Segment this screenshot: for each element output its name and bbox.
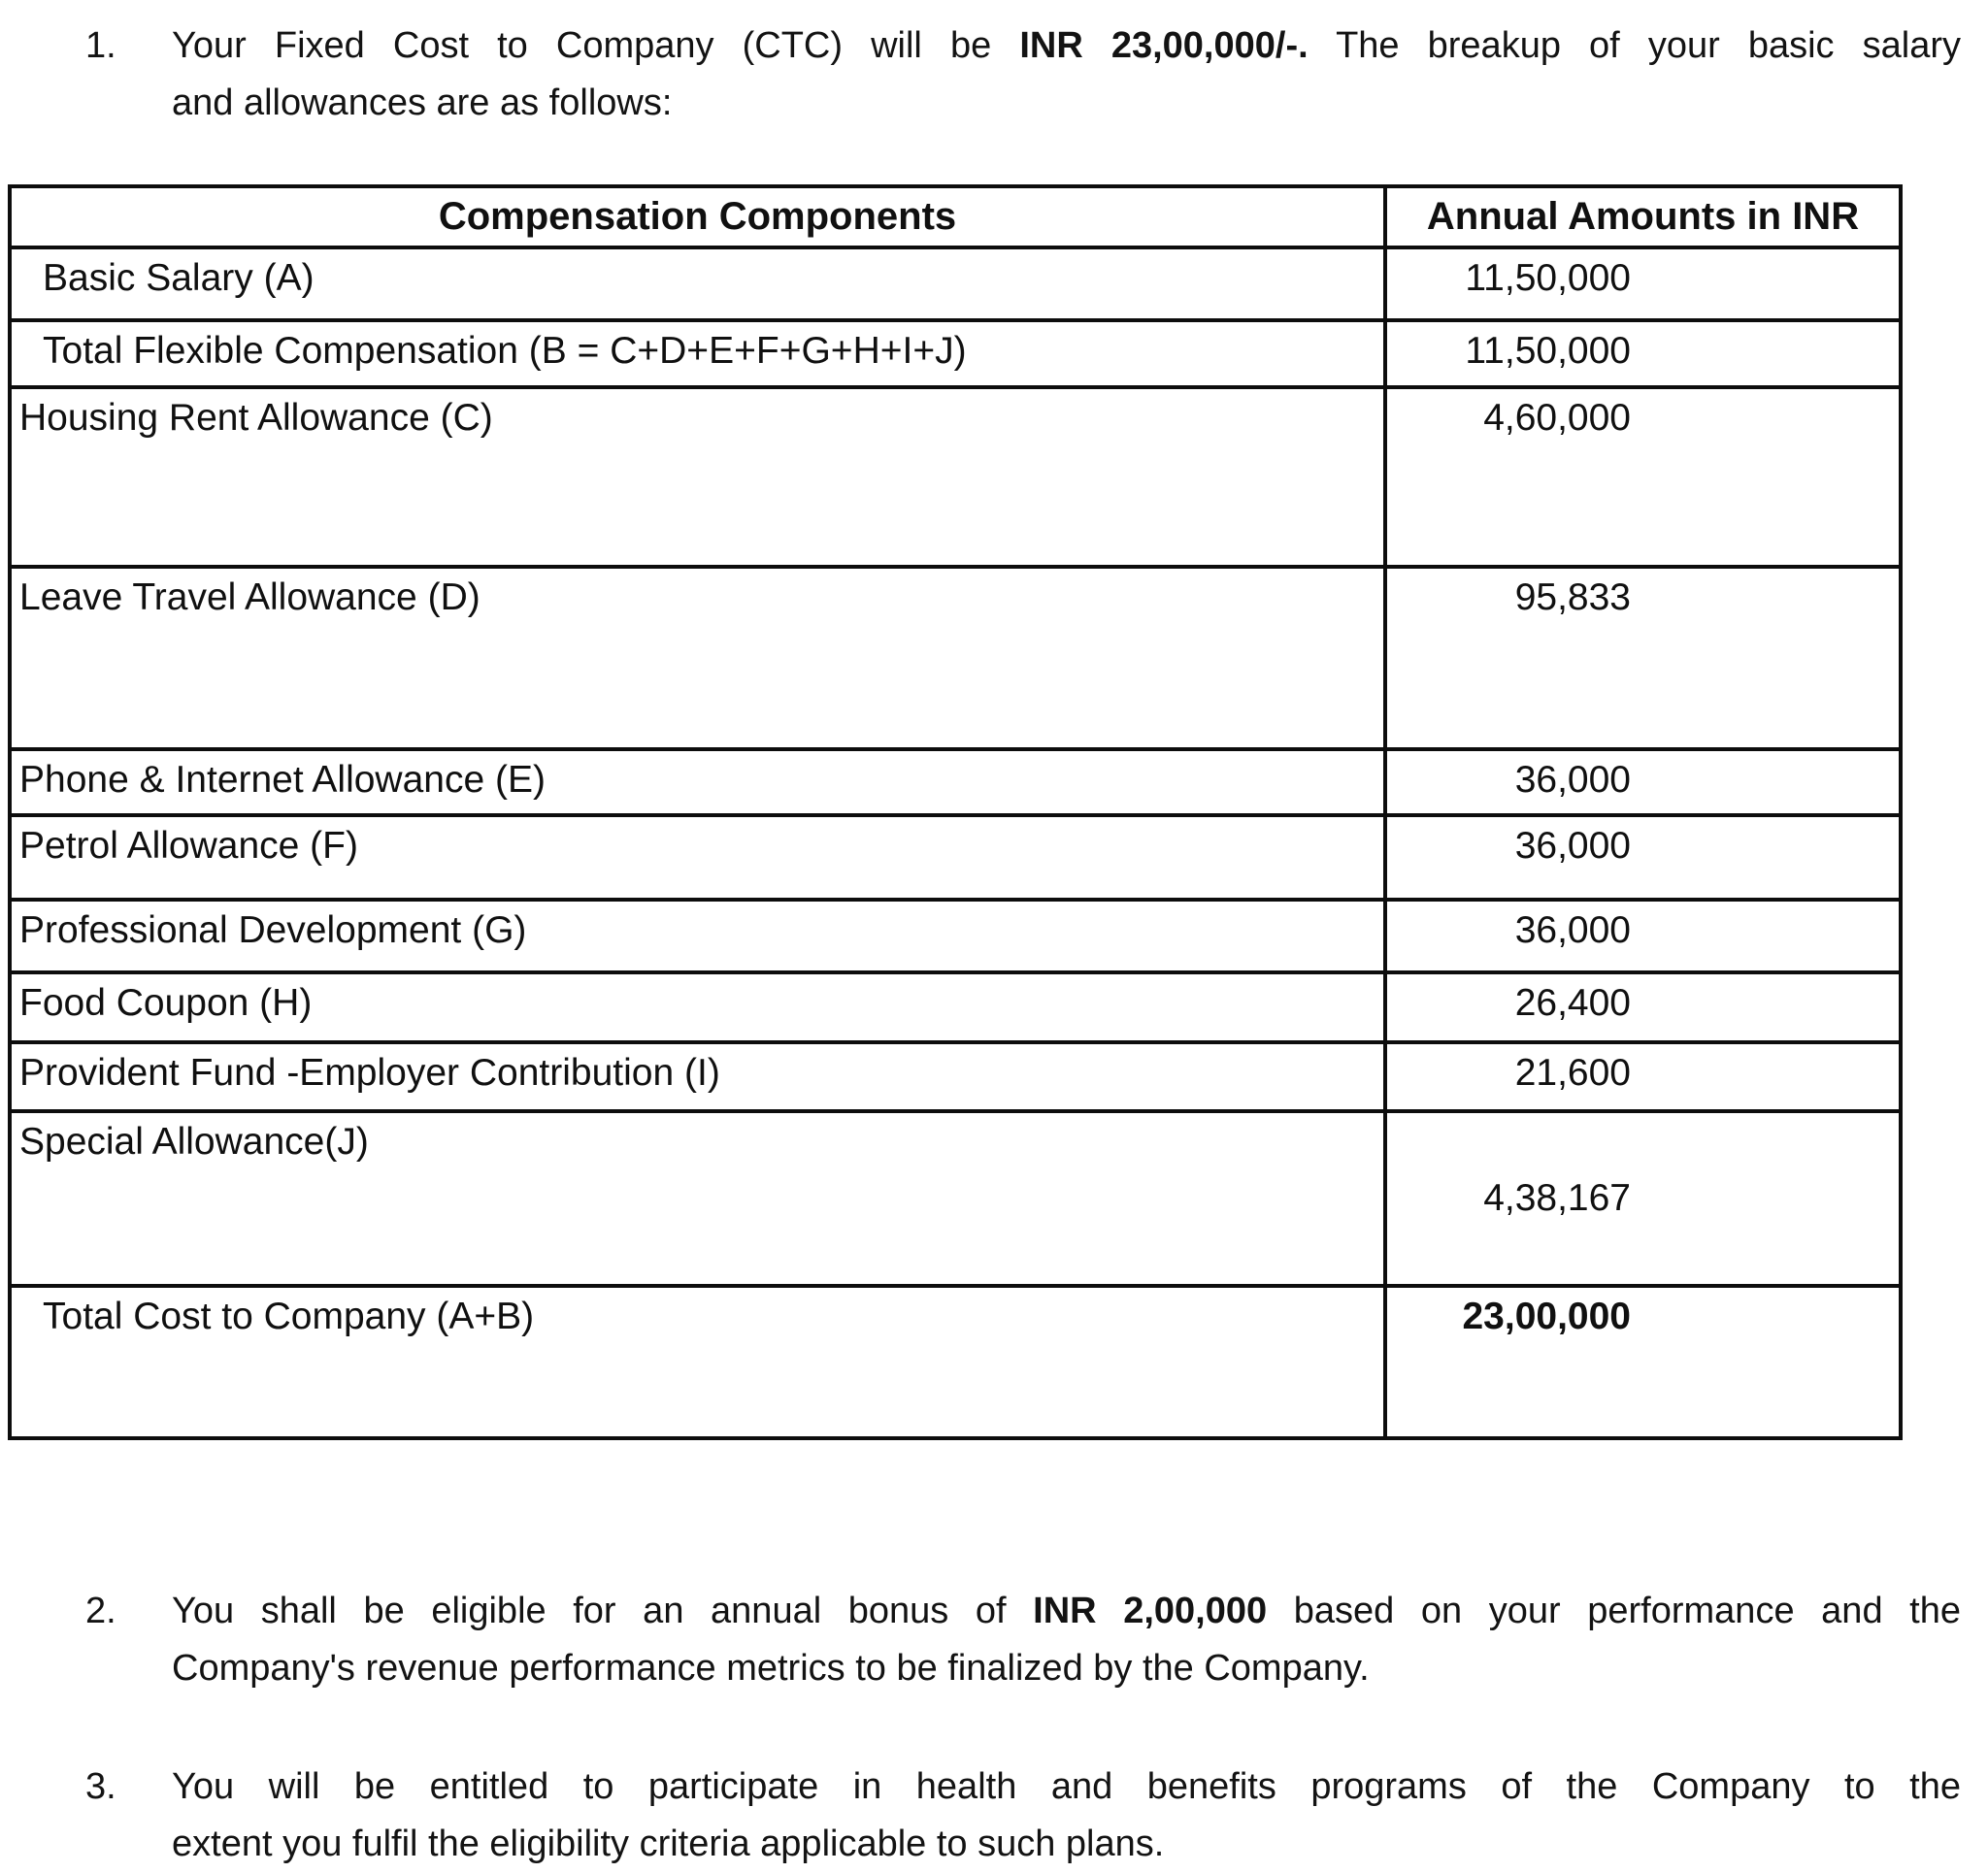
- table-row: [10, 1286, 1901, 1438]
- item-text-segment: Company's revenue performance metrics to be finalized by the Company.: [172, 1648, 1370, 1689]
- item-text-line: [172, 1640, 1961, 1697]
- list-item-ctc-breakup: [85, 17, 1988, 132]
- component-label-cell: Phone & Internet Allowance (E): [10, 749, 1385, 815]
- table-row: [10, 320, 1901, 387]
- table-row: [10, 815, 1901, 900]
- component-label-cell: Special Allowance(J): [10, 1111, 1385, 1286]
- item-text: [172, 1758, 1961, 1873]
- table-row: [10, 900, 1901, 972]
- component-label-cell: Housing Rent Allowance (C): [10, 387, 1385, 567]
- component-amount-cell: 4,38,167: [1385, 1111, 1901, 1286]
- component-amount-cell: 36,000: [1385, 749, 1901, 815]
- item-text-line: [172, 1583, 1961, 1640]
- item-text-line: [172, 1816, 1961, 1873]
- bold-amount-text: INR 2,00,000: [1033, 1591, 1268, 1631]
- item-text-line: [172, 17, 1961, 75]
- component-amount-cell: 26,400: [1385, 972, 1901, 1042]
- bold-amount-text: INR 23,00,000/-.: [1019, 25, 1309, 66]
- table-row: [10, 1042, 1901, 1111]
- compensation-table: [8, 184, 1903, 1440]
- component-amount-cell: 21,600: [1385, 1042, 1901, 1111]
- item-number: 2.: [85, 1591, 116, 1631]
- table-row: [10, 749, 1901, 815]
- item-number: 1.: [85, 25, 116, 66]
- item-text-segment: You shall be eligible for an annual bonus of: [172, 1591, 1034, 1631]
- item-text-segment: You will be entitled to participate in health and benefits programs of the Company to the: [172, 1766, 1961, 1807]
- component-label-cell: Petrol Allowance (F): [10, 815, 1385, 900]
- component-amount-cell: 11,50,000: [1385, 247, 1901, 320]
- list-item-annual-bonus: [85, 1583, 1988, 1697]
- table-row: [10, 247, 1901, 320]
- item-text-segment: extent you fulfil the eligibility criteria applicable to such plans.: [172, 1824, 1165, 1864]
- item-text-segment: based on your performance and the: [1267, 1591, 1961, 1631]
- component-label-cell: Total Flexible Compensation (B = C+D+E+F+G+H+I+J): [10, 320, 1385, 387]
- table-row: [10, 387, 1901, 567]
- item-text-line: [172, 75, 1961, 132]
- table-header-amounts: Annual Amounts in INR: [1385, 186, 1901, 247]
- item-text-segment: Your Fixed Cost to Company (CTC) will be: [172, 25, 1020, 66]
- list-item-health-benefits: [85, 1758, 1988, 1873]
- table-row: [10, 567, 1901, 749]
- table-row: [10, 972, 1901, 1042]
- component-amount-cell: 36,000: [1385, 900, 1901, 972]
- component-label-cell: Provident Fund -Employer Contribution (I): [10, 1042, 1385, 1111]
- component-amount-cell: 95,833: [1385, 567, 1901, 749]
- component-label-cell: Food Coupon (H): [10, 972, 1385, 1042]
- item-text: [172, 1583, 1961, 1697]
- item-text-line: [172, 1758, 1961, 1816]
- component-amount-cell: 11,50,000: [1385, 320, 1901, 387]
- item-text: [172, 17, 1961, 132]
- table-row: [10, 1111, 1901, 1286]
- component-label-cell: Leave Travel Allowance (D): [10, 567, 1385, 749]
- component-label-cell: Basic Salary (A): [10, 247, 1385, 320]
- component-amount-cell: 4,60,000: [1385, 387, 1901, 567]
- component-label-cell: Total Cost to Company (A+B): [10, 1286, 1385, 1438]
- item-text-segment: The breakup of your basic salary: [1308, 25, 1962, 66]
- item-text-segment: and allowances are as follows:: [172, 82, 673, 123]
- component-amount-cell: 36,000: [1385, 815, 1901, 900]
- component-amount-cell: 23,00,000: [1385, 1286, 1901, 1438]
- table-header-row: [10, 186, 1901, 247]
- table-header-components: Compensation Components: [10, 186, 1385, 247]
- item-number: 3.: [85, 1766, 116, 1807]
- component-label-cell: Professional Development (G): [10, 900, 1385, 972]
